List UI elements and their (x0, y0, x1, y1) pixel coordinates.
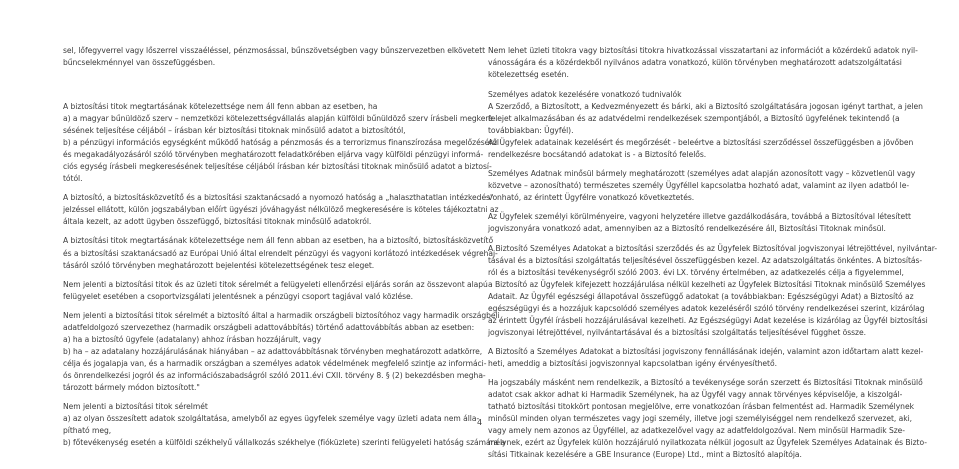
paragraph-gap (63, 303, 473, 310)
text-line: Az Ügyfelek adatainak kezelésért és megőrzését - beleértve a biztosítási szerződéssel összefüggésben a jövőben (488, 138, 914, 148)
paragraph (63, 192, 499, 228)
text-line: vonható, az érintett Ügyfélre vonatkozó következtetés. (488, 193, 695, 203)
text-line: ós önrendelkezési jogról és az információszabadságról szóló 2011.évi CXII. törvény 8. § (2) bekezdésben megha- (63, 370, 486, 380)
paragraph (63, 45, 486, 69)
text-line: továbbiakban: Ügyfél). (488, 126, 574, 136)
paragraph (488, 45, 918, 81)
text-line: Nem lehet üzleti titokra vagy biztosítási titokra hivatkozással visszatartani az információt a közérdekű adatok nyil- (488, 46, 918, 55)
text-line: jogviszonyai létrejöttével, nyilvántartásával és a biztosítási szolgáltatás teljesítésével függhet össze. (488, 327, 866, 337)
page-number: 4 (477, 418, 483, 427)
text-line: és a biztosítási szaktanácsadó az Európai Unió által elrendelt pénzügyi és vagyoni korlátozó intézkedések végrehaj- (63, 248, 498, 258)
text-line: a) az olyan összesített adatok szolgáltatása, amelyből az egyes ügyfelek személye vagy üzleti adata nem álla- (63, 414, 480, 424)
paragraph (63, 137, 499, 185)
text-line: sel, lőfegyverrel vagy lőszerrel visszaéléssel, pénzmosással, bűnszövetségben vagy bűnszervezetben elkövetett (63, 46, 486, 55)
left-column-main (63, 101, 506, 449)
text-line: adatot csak akkor adhat ki Harmadik Személynek, ha az Ügyfél vagy annak törvényes képviselője, a kiszolgál- (488, 390, 903, 400)
text-line: célja és jogalapja van, és a harmadik országban a személyes adatok védelmének megfelelő szintje az informáci- (63, 358, 487, 368)
text-line: tótól. (63, 174, 83, 184)
text-line: vagy amely nem azonos az Ügyféllel, az adatkezelővel vagy az adatfeldolgozóval. Nem minősül Harmadik Sze- (488, 426, 905, 436)
text-line: Nem jelenti a biztosítási titok és az üzleti titok sérelmét a felügyeleti ellenőrzési eljárás során az összevont alapú (63, 279, 488, 289)
text-line: az érintett Ügyfél írásbeli hozzájárulásával kezelheti. Az Egészségügyi Adat kezelése is kizárólag az Ügyfél biztosítási (488, 315, 928, 325)
paragraph-gap (488, 236, 911, 243)
text-line: jelzéssel ellátott, külön jogszabályban előírt ügyészi jóváhagyást nélkülöző megkeresésére is köteles tájékoztatni az (63, 205, 499, 215)
text-line: a) a magyar bűnüldöző szerv – nemzetközi kötelezettségvállalás alapján külföldi bűnüldöző szerv írásbeli megkere- (63, 114, 496, 124)
text-line: és megakadályozásáról szóló törvényben meghatározott feladatkörében eljárva vagy külföldi pénzügyi informá- (63, 150, 484, 160)
text-line: tásával és a biztosítási szolgáltatás teljesítésével összefüggésben kezel. Az adatszolgáltatás önkéntes. A biztosítás- (488, 255, 923, 265)
text-line: általa kezelt, az adott ügyben összefüggő, biztosítási titoknak minősülő adatokról. (63, 217, 372, 227)
paragraph-gap (488, 161, 911, 168)
text-line: felejet alkalmazásában és az adatvédelmi rendelkezések szempontjából, a Biztosító ügyfelének tekintendő (a (488, 114, 900, 124)
text-line: A Biztosító Személyes Adatokat a biztosítási szerződés és az Ügyfelek Biztosítóval jogviszonyai létrejöttével, nyilvántar- (488, 243, 938, 253)
text-line: heti, ameddig a biztosítási jogviszonnyal kapcsolatban igény érvényesíthető. (488, 358, 777, 368)
paragraph-gap (63, 228, 473, 235)
text-line: minősül minden olyan természetes vagy jogi személy, illetve jogi személyiséggel nem rendelkező szervezet, aki, (488, 414, 913, 424)
right-column-top (488, 45, 918, 81)
text-line: kötelezettség esetén. (488, 70, 569, 80)
text-line: felügyelet esetében a csoportvizsgálati jelentésnek a pénzügyi csoport tagjával való közlése. (63, 291, 413, 301)
paragraph-gap (488, 204, 911, 211)
text-line: A biztosítási titok megtartásának kötelezettsége nem áll fenn abban az esetben, ha (63, 102, 378, 111)
text-line: közvetve – azonosítható) természetes személy Ügyféllel kapcsolatba hozható adat, valamint az ilyen adatból le- (488, 181, 910, 191)
text-line: vánosságára és a közérdekből nyilvános adatra vonatkozó, külön törvényben meghatározott adatszolgáltatási (488, 58, 902, 68)
paragraph-gap (63, 272, 473, 279)
text-line: A biztosítási titok megtartásának kötelezettsége nem áll fenn abban az esetben, ha a biztosító, biztosításközvetítő (63, 236, 494, 246)
text-line: tásáról szóló törvényben meghatározott bejelentési kötelezettségének tesz eleget. (63, 260, 375, 270)
text-line: sítási Titkainak kezelésére a GBE Insurance (Europe) Ltd., mint a Biztosító alapítója. (488, 450, 802, 460)
text-line: sésének teljesítése céljából – írásban kér biztosítási titoknak minősülő adatot a biztosítótól, (63, 126, 406, 136)
paragraph (63, 101, 496, 137)
text-line: Személyes Adatnak minősül bármely meghatározott (személyes adat alapján azonosított vagy – közvetlenül vagy (488, 169, 916, 179)
left-column-top (63, 45, 486, 69)
text-line: A Biztosító a Személyes Adatokat a biztosítási jogviszony fennállásának idején, valamint azon időtartam alatt kezel- (488, 346, 924, 356)
paragraph-gap (63, 185, 473, 192)
text-line: a Biztosító az Ügyfelek kifejezett hozzájárulása nélkül kezelheti az Ügyfelek Biztosítási Titoknak minősülő Személyes (488, 279, 926, 289)
paragraph-gap (63, 394, 473, 401)
text-line: adatfeldolgozó szervezethez (harmadik országbeli adattovábbítás) történő adattovábbítás abban az esetben: (63, 322, 475, 332)
text-line: egészségügyi és a hozzájuk kapcsolódó személyes adatok kezeléséről szóló törvény rendelkezései szerint, kizárólag (488, 303, 925, 313)
text-line: b) főtevékenység esetén a külföldi székhelyű vállalkozás székhelye (fióküzlete) szerinti felügyeleti hatóság számára a (63, 438, 506, 448)
section-heading: Személyes adatok kezelésére vonatkozó tudnivalók (488, 90, 682, 99)
text-line: ról és a biztosítási tevékenységről szóló 2003. évi LX. törvény értelmében, az adatkezelés célja a figyelemmel, (488, 267, 904, 277)
text-line: Az Ügyfelek személyi körülményeire, vagyoni helyzetére illetve gazdálkodására, továbbá a Biztosítóval létesített (488, 212, 911, 222)
text-line: b) a pénzügyi információs egységként működő hatóság a pénzmosás és a terrorizmus finanszírozása megelőzéséről (63, 138, 499, 148)
text-line: a) ha a biztosító ügyfele (adatalany) ahhoz írásban hozzájárult, vagy (63, 334, 322, 344)
paragraph-gap (488, 370, 911, 377)
text-line: mélynek, ezért az Ügyfelek külön hozzájáruló nyilatkozata nélkül jogosult az Ügyfelek Személyes Adatainak és Bizto- (488, 438, 927, 448)
section-paragraph (488, 89, 923, 161)
right-column-main (488, 89, 938, 461)
text-line: rendelkezésre bocsátandó adatokat is - a Biztosító felelős. (488, 150, 707, 160)
text-line: Nem jelenti a biztosítási titok sérelmét (63, 402, 208, 412)
text-line: ciós egység írásbeli megkeresésének teljesítése céljából írásban kér biztosítási titoknak minősülő adatot a biztosí- (63, 162, 492, 172)
text-line: tatható biztosítási titokkört pontosan megjelölve, erre vonatkozóan írásban felmentést ad. Harmadik Személynek (488, 402, 914, 412)
text-line: pítható meg, (63, 426, 112, 436)
text-line: tározott bármely módon biztosított." (63, 382, 200, 392)
text-line: Adatait. Az Ügyfél egészségi állapotával összefüggő adatokat (a továbbiakban: Egészségügyi Adat) a Biztosító az (488, 291, 914, 301)
paragraph (488, 346, 924, 370)
paragraph (488, 243, 938, 339)
text-line: Nem jelenti a biztosítási titok sérelmét a biztosító által a harmadik országbeli biztosítóhoz vagy harmadik országbeli (63, 310, 500, 320)
paragraph-gap (488, 339, 911, 346)
paragraph (63, 235, 498, 271)
paragraph (63, 401, 506, 449)
text-line: jogviszonyára vonatkozó adat, amennyiben az a Biztosító rendelkezésére áll, Biztosítási Titoknak minősül. (488, 224, 886, 234)
text-line: bűncselekménnyel van összefüggésben. (63, 58, 216, 68)
paragraph (488, 377, 927, 461)
text-line: b) ha – az adatalany hozzájárulásának hiányában – az adattovábbításnak törvényben meghatározott adatkörre, (63, 346, 483, 356)
text-line: A Szerződő, a Biztosított, a Kedvezményezett és bárki, aki a Biztosító szolgáltatására jogosan igényt tarthat, a jelen (488, 102, 923, 112)
paragraph (63, 279, 488, 303)
paragraph (488, 211, 911, 235)
paragraph (63, 310, 500, 394)
paragraph (488, 168, 916, 204)
text-line: A biztosító, a biztosításközvetítő és a biztosítási szaktanácsadó a nyomozó hatóság a „halaszthatatlan intézkedés" (63, 193, 494, 203)
text-line: Ha jogszabály másként nem rendelkezik, a Biztosító a tevékenysége során szerzett és Biztosítási Titoknak minősülő (488, 377, 923, 387)
